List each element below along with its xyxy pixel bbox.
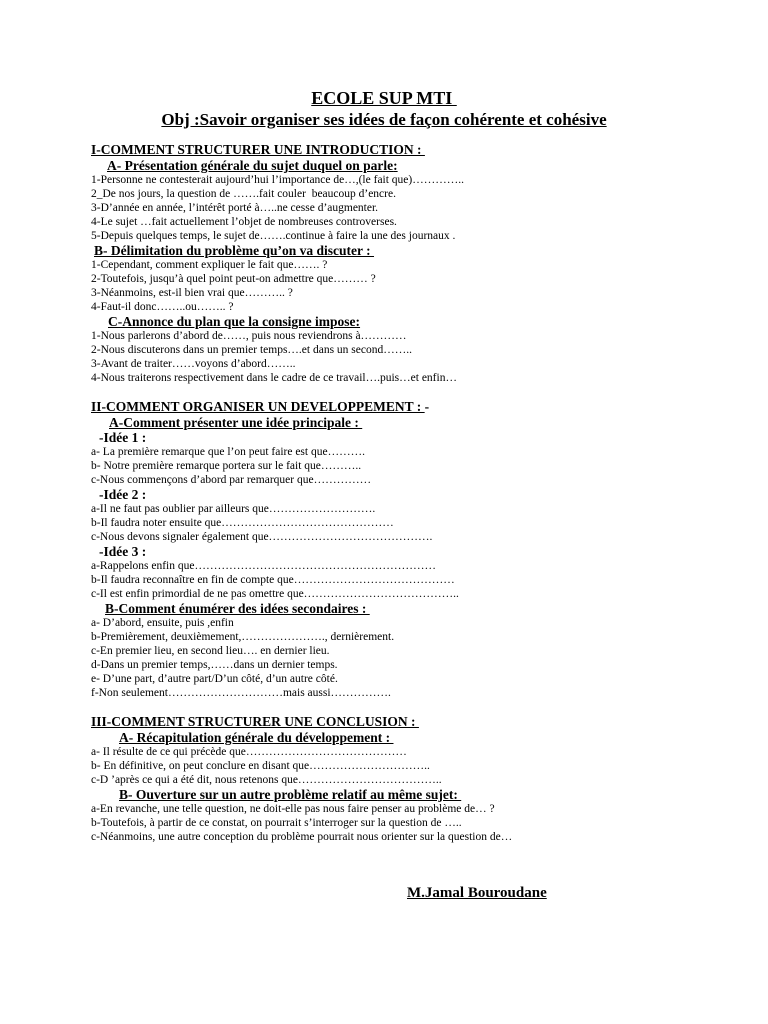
list-item: 2-Nous discuterons dans un premier temps….et dans un second…….. xyxy=(91,344,412,356)
list-item: a-Il ne faut pas oublier par ailleurs que………………………. xyxy=(91,503,376,515)
list-item: 3-D’année en année, l’intérêt porté à…..ne cesse d’augmenter. xyxy=(91,202,379,214)
idea-2-label: -Idée 2 : xyxy=(99,487,147,502)
idea-1-label: -Idée 1 : xyxy=(99,430,147,445)
list-item: 3-Avant de traiter……voyons d’abord…….. xyxy=(91,358,296,370)
list-item: a-En revanche, une telle question, ne doit-elle pas nous faire penser au problème de… ? xyxy=(91,803,495,815)
list-item: 1-Personne ne contesterait aujourd’hui l’importance de…,(le fait que)………….. xyxy=(91,174,464,186)
list-item: a- La première remarque que l’on peut faire est que………. xyxy=(91,446,365,458)
list-item: e- D’une part, d’autre part/D’un côté, d’un autre côté. xyxy=(91,673,338,685)
list-item: 2-Toutefois, jusqu’à quel point peut-on admettre que……… ? xyxy=(91,273,376,285)
section-3-b-title: B- Ouverture sur un autre problème relatif au même sujet: xyxy=(119,787,462,802)
list-item: b- Notre première remarque portera sur le fait que……….. xyxy=(91,460,362,472)
list-item: b-Il faudra noter ensuite que……………………………………… xyxy=(91,517,394,529)
section-1-a-title: A- Présentation générale du sujet duquel on parle: xyxy=(107,158,398,173)
list-item: 4-Nous traiterons respectivement dans le cadre de ce travail….puis…et enfin… xyxy=(91,372,457,384)
list-item: b-Il faudra reconnaître en fin de compte que…………………………………… xyxy=(91,574,455,586)
section-1-c-title: C-Annonce du plan que la consigne impose: xyxy=(108,314,361,329)
list-item: b-Premièrement, deuxièmement,…………………., dernièrement. xyxy=(91,631,395,643)
section-1-b-title: B- Délimitation du problème qu’on va discuter : xyxy=(94,243,375,258)
section-2-b-title: B-Comment énumérer des idées secondaires : xyxy=(105,601,370,616)
spacer xyxy=(91,385,691,399)
section-2-heading: II-COMMENT ORGANISER UN DEVELOPPEMENT : - xyxy=(91,399,430,414)
document-objective xyxy=(0,110,768,130)
list-item: a-Rappelons enfin que……………………………………………………… xyxy=(91,560,436,572)
list-item: 3-Néanmoins, est-il bien vrai que……….. ? xyxy=(91,287,293,299)
document-title: ECOLE SUP MTI xyxy=(311,88,457,108)
list-item: b-Toutefois, à partir de ce constat, on pourrait s’interroger sur la question de ….. xyxy=(91,817,462,829)
list-item: a- Il résulte de ce qui précède que…………………………………… xyxy=(91,746,407,758)
list-item: 5-Depuis quelques temps, le sujet de…….continue à faire la une des journaux . xyxy=(91,230,456,242)
author-signature: M.Jamal Bouroudane xyxy=(407,885,547,901)
list-item: 2_De nos jours, la question de …….fait couler beaucoup d’encre. xyxy=(91,188,396,200)
list-item: f-Non seulement…………………………mais aussi……………. xyxy=(91,687,391,699)
section-3-heading: III-COMMENT STRUCTURER UNE CONCLUSION : xyxy=(91,714,419,729)
list-item: d-Dans un premier temps,……dans un dernier temps. xyxy=(91,659,338,671)
list-item: 4-Le sujet …fait actuellement l’objet de nombreuses controverses. xyxy=(91,216,397,228)
section-2-a-title: A-Comment présenter une idée principale : xyxy=(109,415,363,430)
document-body xyxy=(91,142,691,844)
section-1-heading: I-COMMENT STRUCTURER UNE INTRODUCTION : xyxy=(91,142,425,157)
list-item: b- En définitive, on peut conclure en disant que………………………….. xyxy=(91,760,430,772)
list-item: c-D ’après ce qui a été dit, nous retenons que……………………………….. xyxy=(91,774,442,786)
list-item: c-Nous devons signaler également que……………………………………. xyxy=(91,531,433,543)
list-item: c-Nous commençons d’abord par remarquer que…………… xyxy=(91,474,372,486)
list-item: 4-Faut-il donc……..ou…….. ? xyxy=(91,301,234,313)
list-item: 1-Nous parlerons d’abord de……, puis nous reviendrons à………… xyxy=(91,330,407,342)
spacer xyxy=(91,700,691,714)
idea-3-label: -Idée 3 : xyxy=(99,544,147,559)
objective-text: Obj :Savoir organiser ses idées de façon cohérente et cohésive xyxy=(161,110,607,129)
list-item: c-Il est enfin primordial de ne pas omettre que………………………………….. xyxy=(91,588,459,600)
section-3-a-title: A- Récapitulation générale du développement : xyxy=(119,730,394,745)
list-item: a- D’abord, ensuite, puis ,enfin xyxy=(91,617,234,629)
list-item: 1-Cependant, comment expliquer le fait que……. ? xyxy=(91,259,328,271)
list-item: c-Néanmoins, une autre conception du problème pourrait nous orienter sur la question de… xyxy=(91,831,513,843)
list-item: c-En premier lieu, en second lieu…. en dernier lieu. xyxy=(91,645,330,657)
